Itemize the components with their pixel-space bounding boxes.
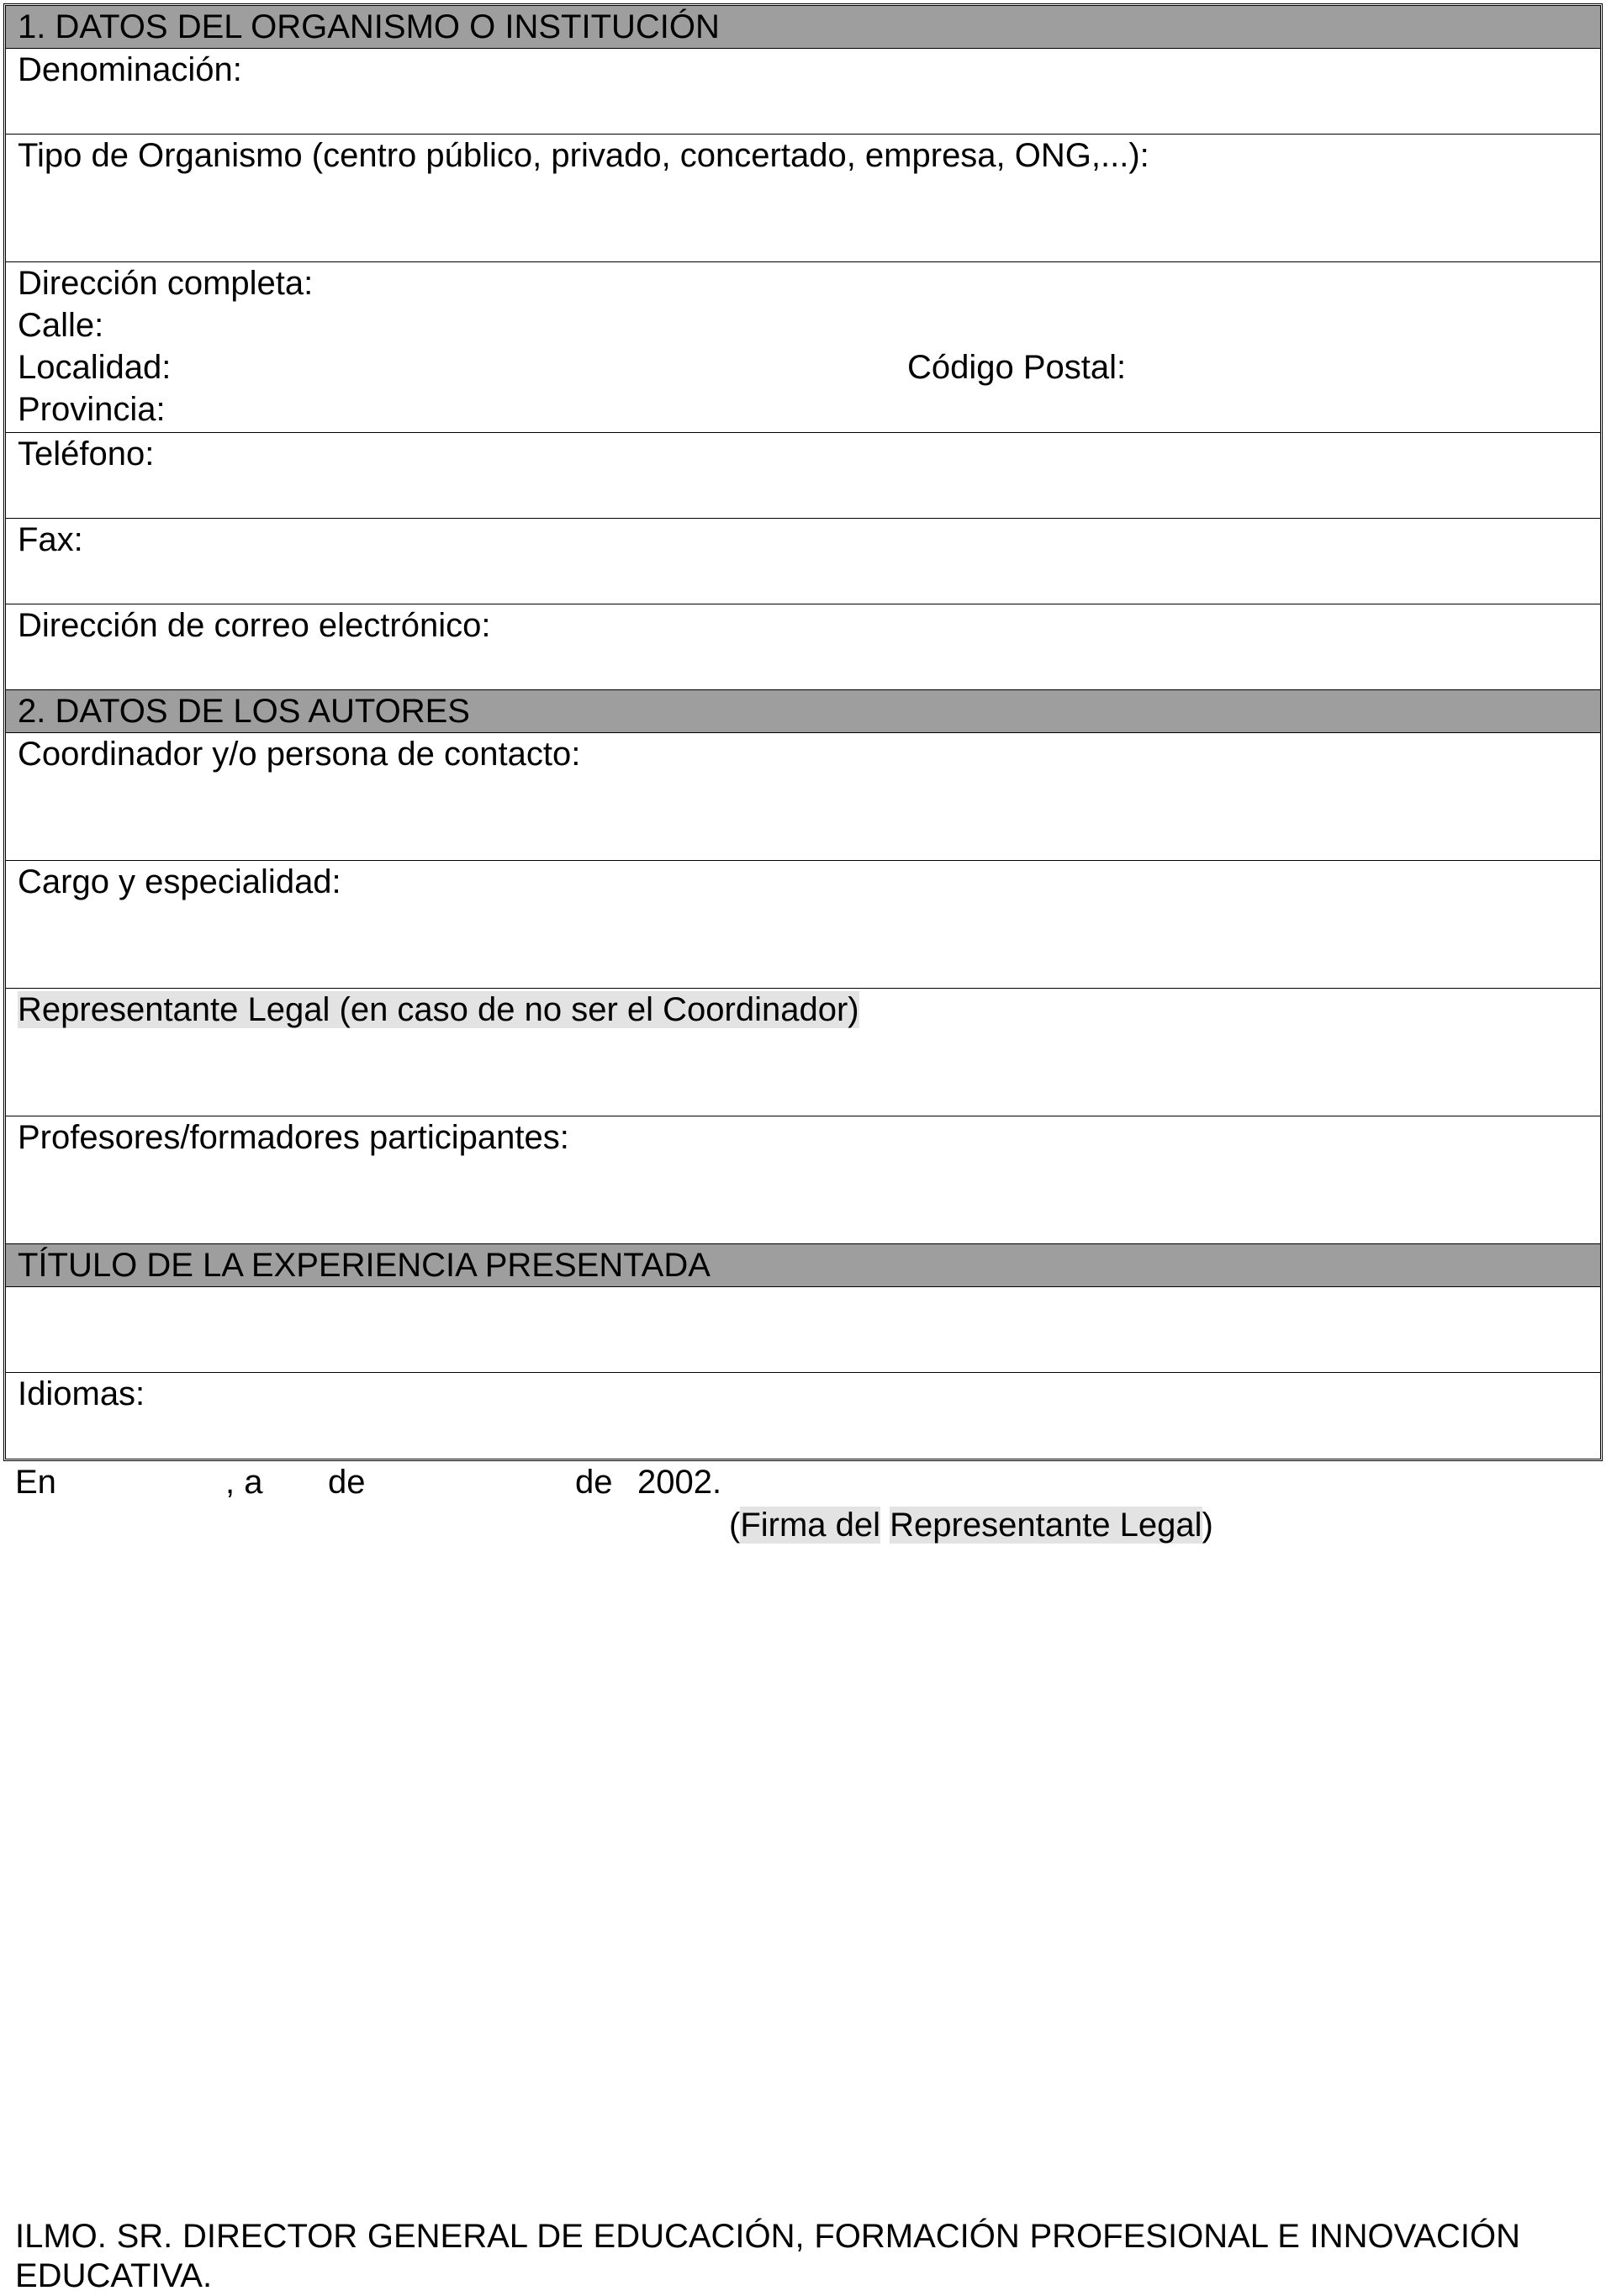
field-label-localidad: Localidad: <box>18 349 172 386</box>
field-label: Dirección de correo electrónico: <box>18 607 491 644</box>
field-denominacion[interactable] <box>6 49 1600 135</box>
field-label-codigo-postal: Código Postal: <box>907 349 1127 386</box>
field-titulo-experiencia[interactable] <box>6 1287 1600 1373</box>
section-title: 1. DATOS DEL ORGANISMO O INSTITUCIÓN <box>18 8 720 45</box>
field-label: Profesores/formadores participantes: <box>18 1119 569 1156</box>
field-direccion-completa[interactable] <box>6 262 1600 433</box>
field-tipo-organismo[interactable] <box>6 135 1600 262</box>
day-label: , a <box>225 1464 263 1501</box>
field-representante-legal[interactable] <box>6 989 1600 1116</box>
addressee: ILMO. SR. DIRECTOR GENERAL DE EDUCACIÓN, FORMACIÓN PROFESIONAL E INNOVACIÓN EDUCATIVA. <box>15 2218 1520 2294</box>
field-coordinador[interactable] <box>6 733 1600 861</box>
place-label: En <box>15 1464 56 1501</box>
section-title: 2. DATOS DE LOS AUTORES <box>18 693 470 730</box>
field-label: Tipo de Organismo (centro público, privado, concertado, empresa, ONG,...): <box>18 137 1149 174</box>
signature-caption <box>729 1504 1213 1546</box>
field-fax[interactable] <box>6 519 1600 604</box>
field-label: Fax: <box>18 521 83 558</box>
field-telefono[interactable] <box>6 433 1600 519</box>
paren-open: ( <box>729 1507 741 1544</box>
year-prefix-label: de <box>575 1464 613 1501</box>
section-header-titulo <box>6 1244 1600 1287</box>
field-profesores[interactable] <box>6 1116 1600 1244</box>
section-title: TÍTULO DE LA EXPERIENCIA PRESENTADA <box>18 1247 711 1284</box>
representante-legal-text: Representante Legal <box>890 1507 1202 1544</box>
application-form <box>3 3 1603 1461</box>
field-label-row <box>18 989 1600 1031</box>
section-header-organismo <box>6 6 1600 49</box>
field-label: Idiomas: <box>18 1375 145 1412</box>
month-label: de <box>328 1464 366 1501</box>
field-label-calle: Calle: <box>18 307 104 344</box>
firma-del-text: Firma del <box>740 1507 881 1544</box>
section-header-autores <box>6 690 1600 733</box>
field-idiomas[interactable] <box>6 1373 1600 1459</box>
paren-close: ) <box>1202 1507 1213 1544</box>
field-label: Teléfono: <box>18 435 155 472</box>
field-cargo[interactable] <box>6 861 1600 989</box>
year-value: 2002. <box>637 1464 722 1501</box>
field-label-localidad-row <box>18 346 1600 388</box>
field-label: Representante Legal (en caso de no ser el Coordinador) <box>18 991 859 1028</box>
field-label: Dirección completa: <box>18 265 314 302</box>
field-label: Coordinador y/o persona de contacto: <box>18 736 581 773</box>
field-label: Denominación: <box>18 51 242 88</box>
field-email[interactable] <box>6 604 1600 690</box>
field-label-provincia: Provincia: <box>18 391 166 428</box>
field-label: Cargo y especialidad: <box>18 863 341 900</box>
